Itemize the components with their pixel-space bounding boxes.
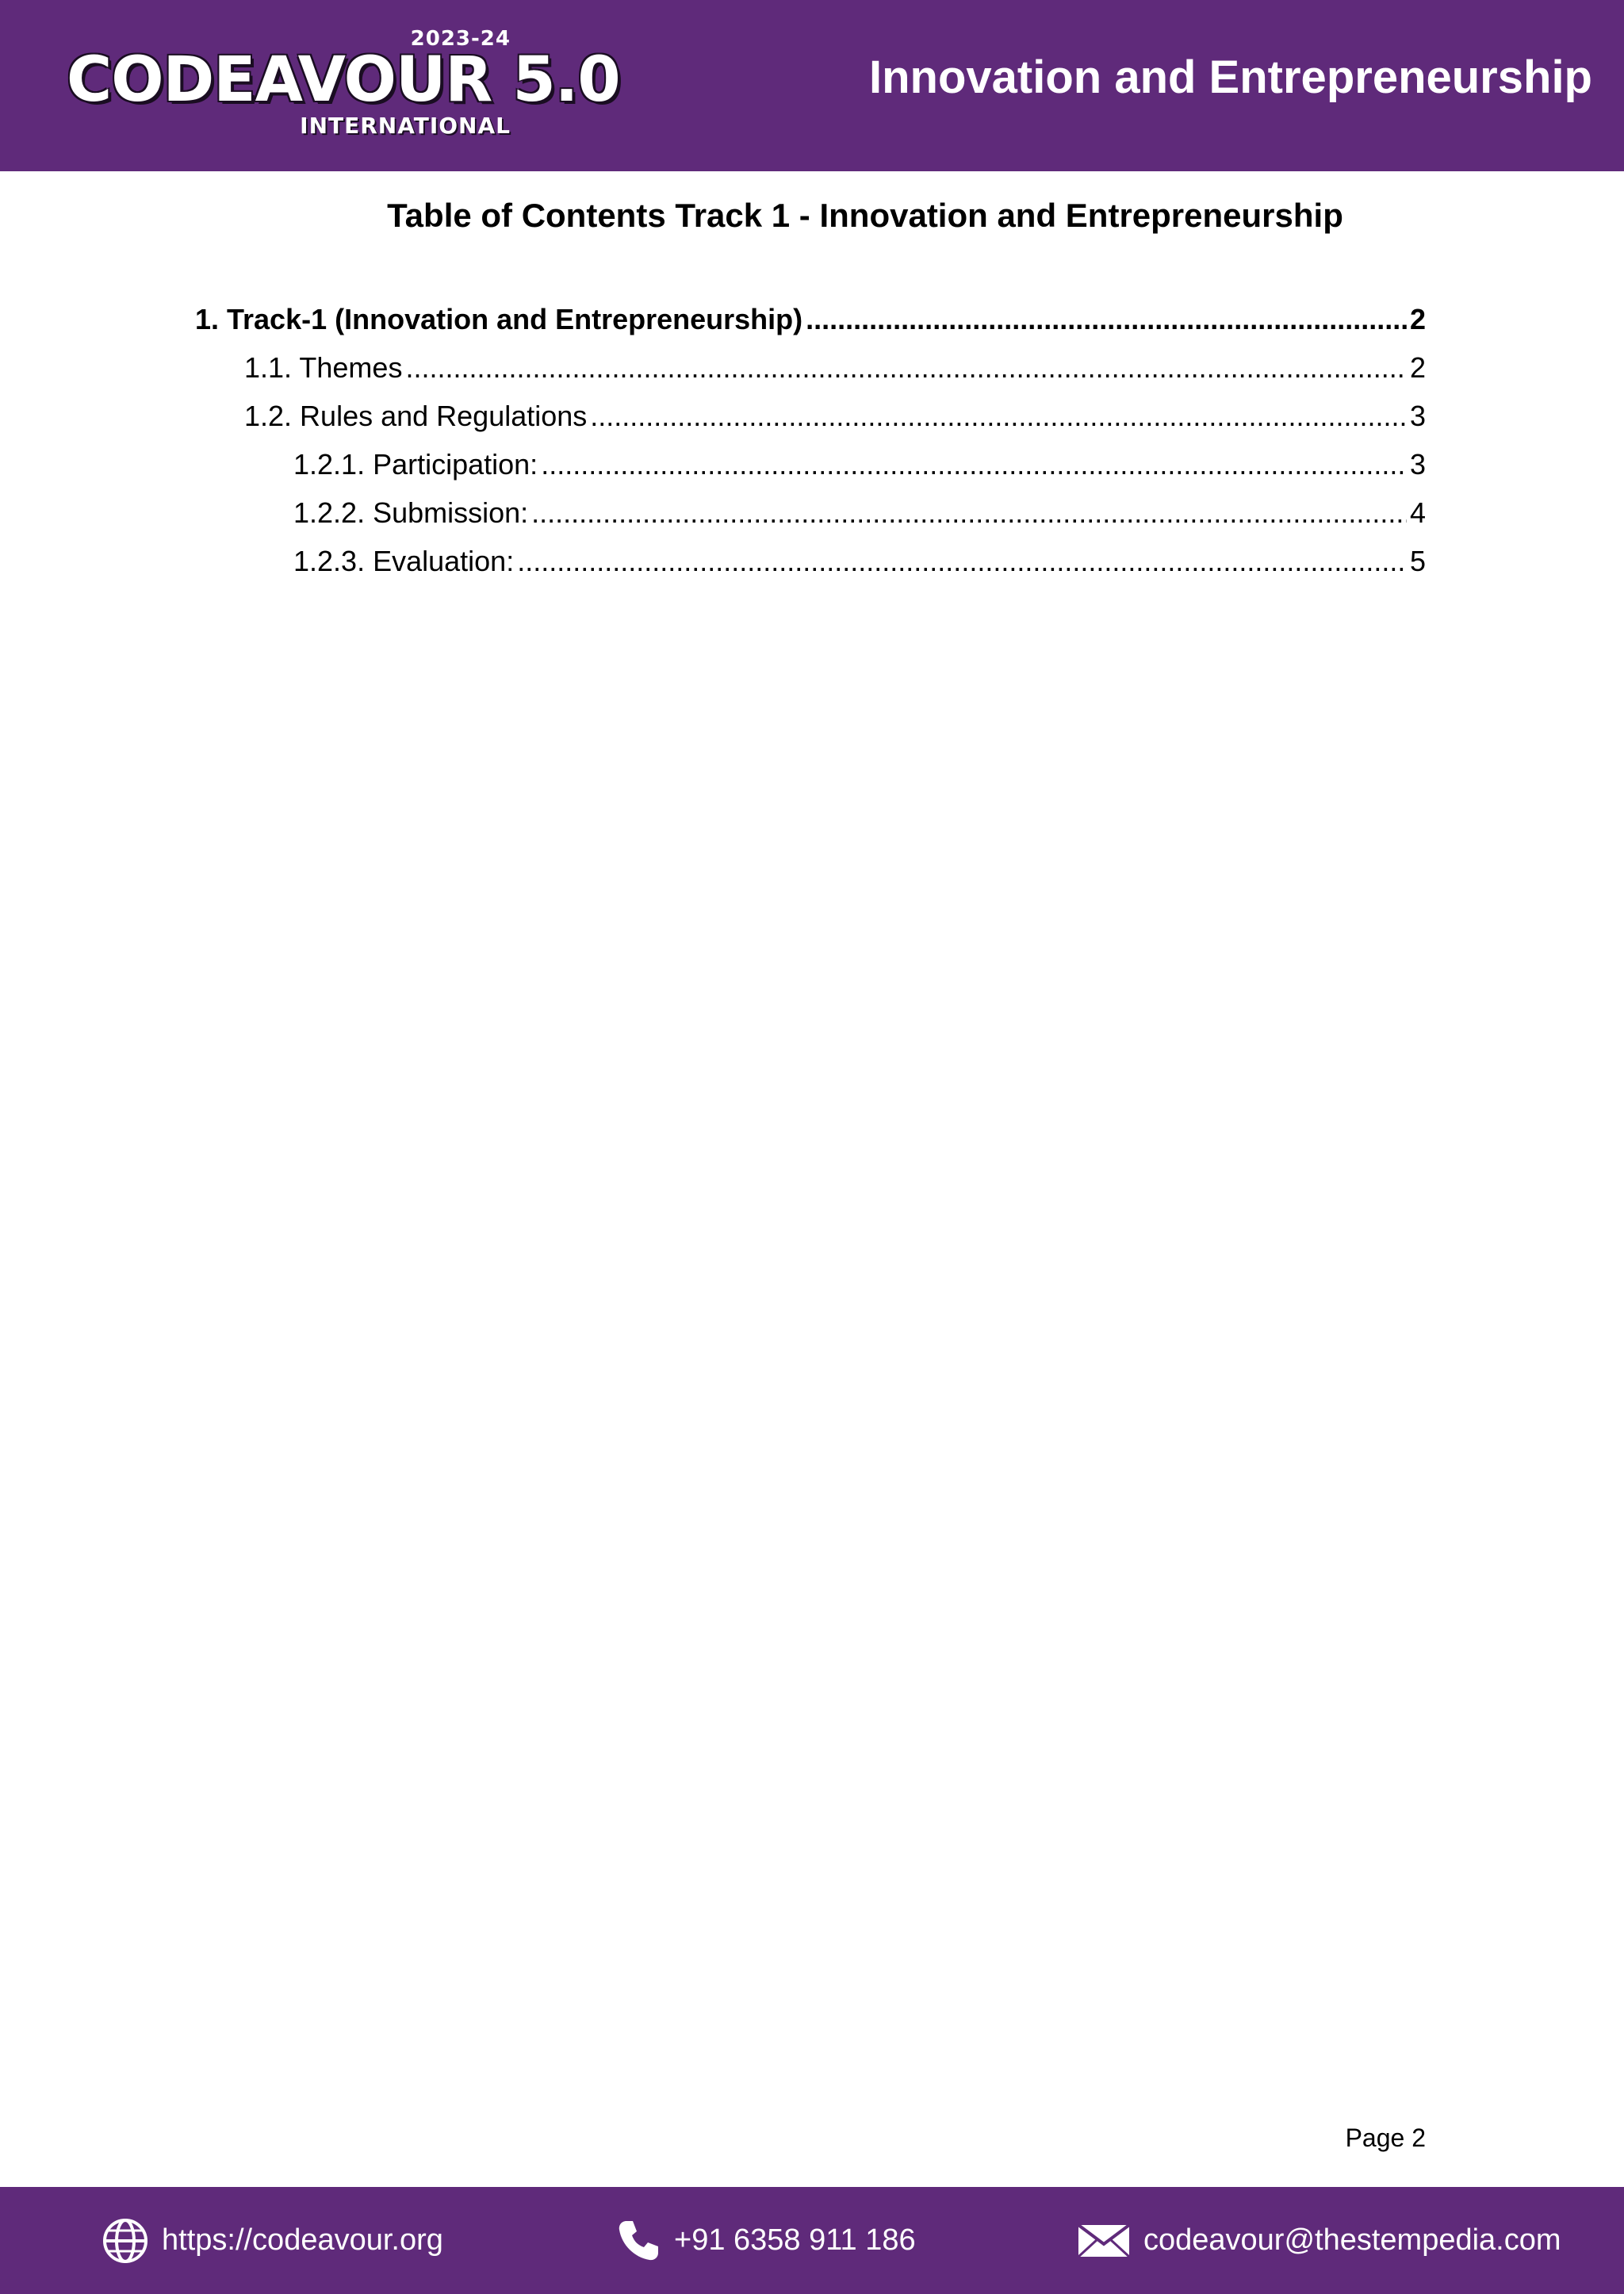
footer-phone[interactable] [615,2187,916,2294]
logo-subtitle: INTERNATIONAL [300,113,511,139]
toc-leader-dots [531,488,1407,537]
logo-year: 2023-24 [410,27,511,51]
toc-entry[interactable] [195,295,1426,343]
toc-entry-label: 1.2.1. Participation: [293,448,538,481]
toc-entry-label: 1.2.3. Evaluation: [293,545,515,577]
toc-entry-page: 2 [1409,351,1426,384]
footer-website[interactable] [102,2187,443,2294]
toc-entry-label: 1.2.2. Submission: [293,496,529,529]
toc-entry-page: 2 [1409,303,1426,335]
header-title: Innovation and Entrepreneurship [869,52,1592,103]
phone-icon [615,2218,661,2264]
toc-entry[interactable] [195,440,1426,488]
toc-entry-label: 1.2. Rules and Regulations [244,400,588,432]
toc-leader-dots [517,537,1407,585]
toc-leader-dots [590,392,1407,440]
codeavour-logo [67,27,620,146]
globe-icon [102,2217,149,2265]
website-link[interactable]: https://codeavour.org [162,2223,443,2257]
toc-entry-page: 5 [1409,545,1426,577]
logo-name: CODEAVOUR 5.0 [67,44,620,116]
toc-entry-label: 1.1. Themes [244,351,403,384]
toc-entry[interactable] [195,392,1426,440]
toc-entry-label: 1. Track-1 (Innovation and Entrepreneurship) [195,303,803,335]
toc-entry[interactable] [195,537,1426,585]
page-footer [0,2187,1624,2294]
email-address[interactable]: codeavour@thestempedia.com [1143,2223,1561,2257]
table-of-contents [195,295,1426,585]
toc-title: Table of Contents Track 1 - Innovation and Entrepreneurship [387,197,1343,234]
toc-entry-page: 4 [1409,496,1426,529]
toc-leader-dots [806,295,1407,343]
footer-email[interactable] [1077,2187,1561,2294]
toc-entry[interactable] [195,343,1426,392]
toc-leader-dots [541,440,1407,488]
toc-leader-dots [405,343,1407,392]
toc-entry[interactable] [195,488,1426,537]
page-header [0,0,1624,171]
mail-icon [1077,2222,1131,2260]
phone-number[interactable]: +91 6358 911 186 [674,2223,916,2257]
toc-entry-page: 3 [1409,400,1426,432]
toc-entry-page: 3 [1409,448,1426,481]
page-number: Page 2 [1345,2124,1426,2152]
